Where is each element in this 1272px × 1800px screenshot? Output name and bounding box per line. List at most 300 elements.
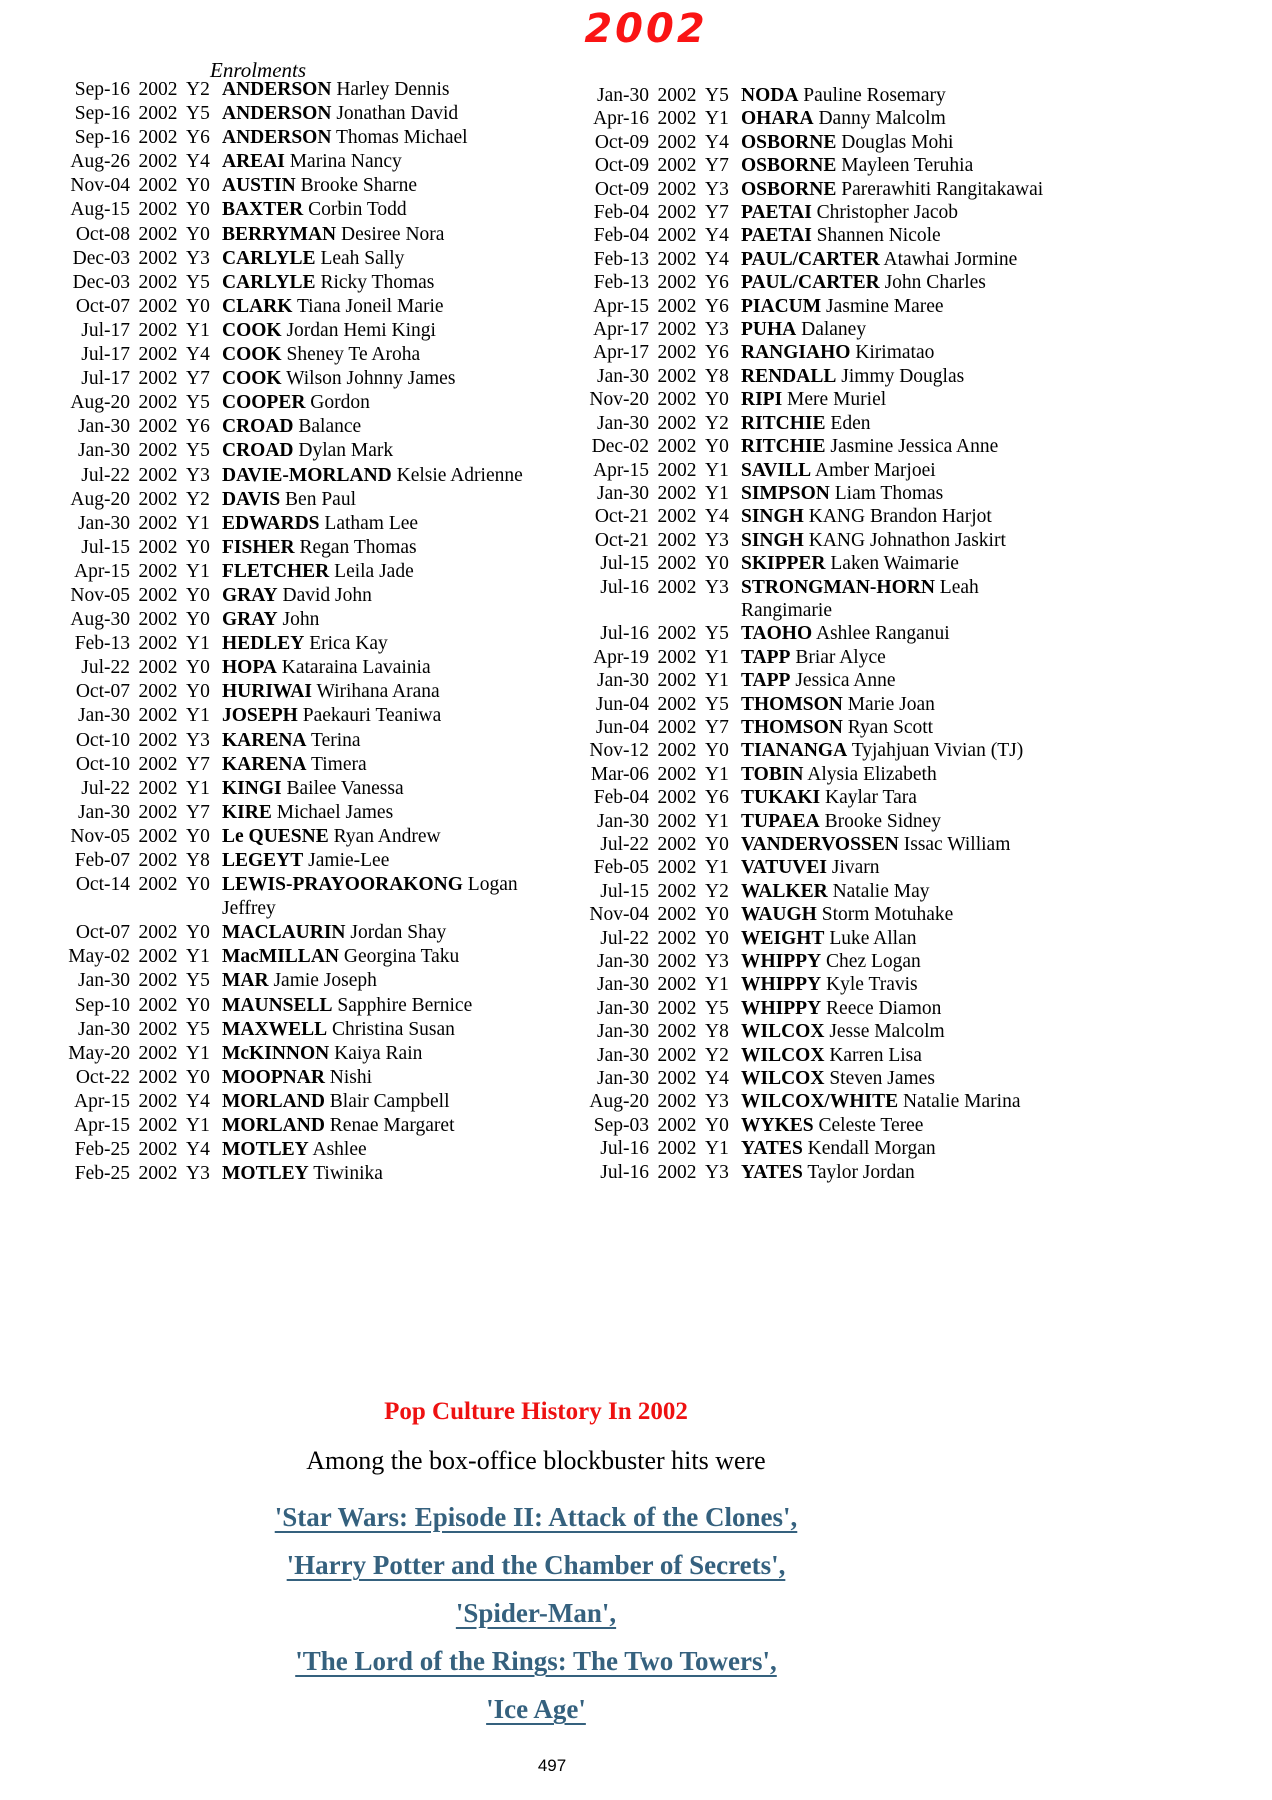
enrolment-year-level: Y4 xyxy=(186,151,210,173)
enrolment-year: 2002 xyxy=(657,295,697,317)
enrolment-row xyxy=(575,1161,1043,1184)
enrolment-row xyxy=(575,459,1043,482)
enrolment-name: YATES Taylor Jordan xyxy=(741,1161,915,1183)
enrolment-year: 2002 xyxy=(657,787,697,809)
enrolment-year: 2002 xyxy=(657,1044,697,1066)
enrolment-date: Jan-30 xyxy=(78,440,130,462)
enrolment-year-level: Y8 xyxy=(186,850,210,871)
enrolment-surname: DAVIE-MORLAND xyxy=(222,464,392,486)
enrolment-year: 2002 xyxy=(138,994,178,1016)
enrolment-year-level: Y0 xyxy=(186,223,210,245)
enrolment-row xyxy=(575,388,1043,411)
enrolment-year: 2002 xyxy=(657,857,697,879)
enrolment-year: 2002 xyxy=(138,1066,178,1088)
enrolment-surname: SAVILL xyxy=(741,459,812,481)
enrolment-row xyxy=(575,810,1043,833)
enrolment-surname: WILCOX xyxy=(741,1021,825,1043)
enrolment-date: Jul-22 xyxy=(81,777,130,799)
enrolment-date: Jan-30 xyxy=(597,412,649,434)
enrolment-surname: HEDLEY xyxy=(222,633,305,655)
enrolment-date: Feb-25 xyxy=(74,1139,130,1161)
enrolment-row xyxy=(575,927,1043,950)
enrolment-date: Oct-07 xyxy=(75,681,130,703)
enrolment-surname: CARLYLE xyxy=(222,271,316,293)
enrolment-year-level: Y6 xyxy=(186,416,210,438)
enrolment-surname: COOK xyxy=(222,344,282,366)
enrolment-year: 2002 xyxy=(657,1068,697,1090)
enrolment-name: JOSEPH Paekauri Teaniwa xyxy=(222,705,442,727)
enrolment-year: 2002 xyxy=(138,175,178,197)
enrolment-row-continuation xyxy=(56,897,523,921)
enrolment-row xyxy=(575,271,1043,294)
enrolment-date: Jun-04 xyxy=(595,693,649,715)
enrolment-date: Nov-12 xyxy=(589,740,649,762)
enrolment-date: Jul-15 xyxy=(600,553,649,575)
enrolment-surname: THOMSON xyxy=(741,693,843,715)
enrolment-surname: TAOHO xyxy=(741,623,813,645)
enrolment-year: 2002 xyxy=(138,464,178,486)
enrolment-date: Apr-17 xyxy=(593,319,649,341)
enrolment-row xyxy=(575,107,1043,130)
enrolment-date: Aug-20 xyxy=(70,392,130,414)
enrolment-row xyxy=(56,969,523,993)
enrolment-row xyxy=(56,753,523,777)
enrolment-surname: OSBORNE xyxy=(741,131,837,153)
enrolment-year-level: Y4 xyxy=(705,131,729,153)
enrolment-name: MOTLEY Ashlee xyxy=(222,1139,367,1161)
enrolment-year-level: Y5 xyxy=(186,271,210,293)
enrolment-year-level: Y2 xyxy=(705,412,729,434)
enrolment-year: 2002 xyxy=(138,633,178,655)
enrolment-date: Mar-06 xyxy=(590,763,649,785)
enrolments-heading: Enrolments xyxy=(210,58,307,82)
enrolment-year-level: Y6 xyxy=(705,295,729,317)
enrolment-name: FISHER Regan Thomas xyxy=(222,536,417,558)
enrolment-surname: GRAY xyxy=(222,584,278,606)
enrolment-year: 2002 xyxy=(657,506,697,528)
enrolment-date: Dec-02 xyxy=(591,436,649,458)
enrolment-date: Jan-30 xyxy=(597,1044,649,1066)
enrolment-year: 2002 xyxy=(138,705,178,727)
enrolment-row xyxy=(575,201,1043,224)
enrolment-year: 2002 xyxy=(657,85,697,106)
enrolment-row xyxy=(56,704,523,728)
enrolment-name: MAUNSELL Sapphire Bernice xyxy=(222,994,473,1016)
enrolment-date: May-20 xyxy=(68,1042,130,1064)
enrolment-year: 2002 xyxy=(138,199,178,221)
enrolment-row xyxy=(575,669,1043,692)
enrolment-name: RIPI Mere Muriel xyxy=(741,389,887,411)
enrolment-date: Oct-08 xyxy=(75,223,130,245)
enrolment-row xyxy=(575,529,1043,552)
enrolment-name: OSBORNE Mayleen Teruhia xyxy=(741,155,974,177)
enrolment-date: Aug-20 xyxy=(589,1091,649,1113)
enrolment-row xyxy=(56,512,523,536)
enrolment-year: 2002 xyxy=(138,1115,178,1137)
enrolment-row xyxy=(56,78,523,102)
enrolment-name: WILCOX Karren Lisa xyxy=(741,1044,922,1066)
enrolment-row xyxy=(575,365,1043,388)
enrolment-row xyxy=(56,271,523,295)
enrolment-row xyxy=(575,833,1043,856)
enrolment-year-level: Y5 xyxy=(705,623,729,645)
enrolment-surname: EDWARDS xyxy=(222,512,320,534)
enrolment-row xyxy=(56,1018,523,1042)
enrolment-row xyxy=(56,415,523,439)
enrolment-row-continuation xyxy=(575,599,1043,622)
page-title: 2002 xyxy=(584,6,708,52)
enrolment-surname: TUKAKI xyxy=(741,787,821,809)
enrolment-year-level: Y3 xyxy=(186,729,210,751)
enrolment-year-level: Y1 xyxy=(705,974,729,996)
enrolment-date: Nov-05 xyxy=(70,584,130,606)
enrolment-surname: PAUL/CARTER xyxy=(741,248,880,270)
enrolment-year-level: Y5 xyxy=(705,85,729,106)
enrolment-row xyxy=(575,973,1043,996)
enrolment-name: VANDERVOSSEN Issac William xyxy=(741,834,1011,855)
enrolment-year: 2002 xyxy=(138,512,178,534)
enrolment-surname: PAETAI xyxy=(741,202,812,224)
enrolment-name: KINGI Bailee Vanessa xyxy=(222,777,404,799)
enrolment-date: Jan-30 xyxy=(78,801,130,823)
enrolment-row xyxy=(56,391,523,415)
enrolment-year: 2002 xyxy=(138,247,178,269)
enrolment-year: 2002 xyxy=(138,103,178,125)
enrolment-name: RENDALL Jimmy Douglas xyxy=(741,365,965,387)
enrolment-surname: ANDERSON xyxy=(222,127,332,149)
enrolment-date: Apr-15 xyxy=(74,1115,130,1137)
movie-link[interactable]: 'Ice Age' xyxy=(486,1694,586,1724)
enrolment-surname: KARENA xyxy=(222,729,307,751)
enrolment-year-level: Y0 xyxy=(705,904,729,926)
enrolment-year-level: Y0 xyxy=(705,834,729,855)
enrolment-year: 2002 xyxy=(138,801,178,823)
enrolment-year-level: Y5 xyxy=(186,1018,210,1040)
enrolment-year-level: Y0 xyxy=(186,681,210,703)
enrolment-year: 2002 xyxy=(138,753,178,775)
enrolment-name: NODA Pauline Rosemary xyxy=(741,85,946,106)
enrolment-surname: WILCOX xyxy=(741,1044,825,1066)
enrolment-row xyxy=(56,680,523,704)
enrolment-date: Oct-10 xyxy=(75,753,130,775)
enrolment-name: PUHA Dalaney xyxy=(741,319,867,341)
movie-link[interactable]: 'Spider-Man', xyxy=(455,1598,617,1628)
movie-link[interactable]: 'Harry Potter and the Chamber of Secrets', xyxy=(286,1550,786,1580)
enrolment-surname: MAUNSELL xyxy=(222,994,333,1016)
enrolment-year: 2002 xyxy=(657,1021,697,1043)
enrolment-name: TAPP Briar Alyce xyxy=(741,646,886,668)
enrolment-surname: PAETAI xyxy=(741,225,812,247)
enrolment-date: Apr-15 xyxy=(593,459,649,481)
enrolment-surname: HURIWAI xyxy=(222,681,312,703)
enrolment-year: 2002 xyxy=(138,609,178,631)
enrolment-year-level: Y5 xyxy=(186,440,210,462)
enrolment-year: 2002 xyxy=(657,225,697,247)
enrolment-name: KARENA Terina xyxy=(222,729,361,751)
enrolment-year-level: Y2 xyxy=(186,79,210,100)
enrolment-surname: STRONGMAN-HORN xyxy=(741,576,935,598)
enrolment-surname: WYKES xyxy=(741,1114,814,1136)
enrolment-year-level: Y4 xyxy=(186,344,210,366)
enrolment-row xyxy=(56,584,523,608)
enrolment-date: May-02 xyxy=(68,946,130,968)
enrolment-name: HEDLEY Erica Kay xyxy=(222,633,388,655)
enrolment-year: 2002 xyxy=(657,834,697,855)
enrolment-row xyxy=(575,341,1043,364)
enrolment-row xyxy=(56,632,523,656)
enrolment-row xyxy=(575,482,1043,505)
enrolment-year-level: Y7 xyxy=(705,202,729,224)
enrolment-name: STRONGMAN-HORN Leah xyxy=(741,576,979,598)
enrolment-year-level: Y1 xyxy=(705,108,729,130)
enrolment-surname: ANDERSON xyxy=(222,103,332,125)
enrolment-surname: BERRYMAN xyxy=(222,223,337,245)
enrolment-year-level: Y1 xyxy=(705,459,729,481)
enrolment-name: COOK Jordan Hemi Kingi xyxy=(222,319,436,341)
enrolment-surname: WHIPPY xyxy=(741,997,822,1019)
enrolment-row xyxy=(575,154,1043,177)
enrolment-year-level: Y2 xyxy=(705,1044,729,1066)
enrolment-row xyxy=(575,903,1043,926)
enrolment-name: KIRE Michael James xyxy=(222,801,394,823)
enrolment-year: 2002 xyxy=(657,974,697,996)
enrolment-year: 2002 xyxy=(657,646,697,668)
enrolment-row xyxy=(56,1114,523,1138)
enrolment-name: SAVILL Amber Marjoei xyxy=(741,459,936,481)
enrolment-name: OHARA Danny Malcolm xyxy=(741,108,946,130)
enrolment-year: 2002 xyxy=(657,997,697,1019)
enrolment-surname: CLARK xyxy=(222,295,293,317)
enrolment-surname: RITCHIE xyxy=(741,412,826,434)
enrolment-year-level: Y0 xyxy=(186,994,210,1016)
enrolment-date: Aug-15 xyxy=(70,199,130,221)
enrolment-date: Feb-13 xyxy=(593,248,649,270)
enrolment-name: BAXTER Corbin Todd xyxy=(222,199,407,221)
enrolment-surname: JOSEPH xyxy=(222,705,298,727)
enrolment-name: WHIPPY Reece Diamon xyxy=(741,997,942,1019)
enrolment-name: DAVIS Ben Paul xyxy=(222,488,357,510)
enrolment-name: WILCOX Jesse Malcolm xyxy=(741,1021,945,1043)
enrolment-name: WHIPPY Chez Logan xyxy=(741,951,921,973)
enrolment-year-level: Y4 xyxy=(186,1090,210,1112)
enrolment-year-level: Y3 xyxy=(186,1163,210,1185)
enrolment-row xyxy=(56,126,523,150)
enrolment-row xyxy=(56,488,523,512)
enrolment-surname: MacMILLAN xyxy=(222,946,339,968)
enrolment-row xyxy=(56,849,523,873)
enrolment-date: Jul-17 xyxy=(81,368,130,390)
enrolment-surname: TAPP xyxy=(741,646,791,668)
enrolment-date: Jan-30 xyxy=(597,85,649,106)
enrolment-surname: SINGH xyxy=(741,506,804,528)
enrolment-row xyxy=(56,150,523,174)
enrolment-row xyxy=(56,729,523,753)
enrolment-name: WYKES Celeste Teree xyxy=(741,1114,924,1136)
enrolment-year-level: Y3 xyxy=(705,1161,729,1183)
enrolment-row xyxy=(575,295,1043,318)
enrolment-surname: KARENA xyxy=(222,753,307,775)
enrolment-year-level: Y7 xyxy=(186,753,210,775)
enrolment-row xyxy=(575,997,1043,1020)
enrolment-year-level: Y1 xyxy=(186,1042,210,1064)
enrolment-name: ANDERSON Jonathan David xyxy=(222,103,459,125)
enrolment-row xyxy=(56,921,523,945)
enrolment-year-level: Y5 xyxy=(705,693,729,715)
enrolment-surname: MOTLEY xyxy=(222,1139,309,1161)
enrolment-year: 2002 xyxy=(657,670,697,692)
enrolment-date: Oct-09 xyxy=(594,178,649,200)
enrolment-year-level: Y0 xyxy=(186,584,210,606)
enrolment-date: Jun-04 xyxy=(595,716,649,738)
movie-link[interactable]: 'The Lord of the Rings: The Two Towers', xyxy=(295,1646,777,1676)
enrolment-surname: RITCHIE xyxy=(741,436,826,458)
enrolment-year: 2002 xyxy=(657,482,697,504)
enrolment-row xyxy=(575,505,1043,528)
enrolment-date: Sep-16 xyxy=(74,127,130,149)
enrolment-year-level: Y1 xyxy=(186,1115,210,1137)
enrolment-name: COOPER Gordon xyxy=(222,392,370,414)
enrolment-name: KARENA Timera xyxy=(222,753,367,775)
enrolment-row xyxy=(56,223,523,247)
enrolment-year-level: Y0 xyxy=(705,553,729,575)
enrolment-surname: VATUVEI xyxy=(741,857,827,879)
enrolment-name: TOBIN Alysia Elizabeth xyxy=(741,763,937,785)
enrolment-year-level: Y0 xyxy=(186,609,210,631)
enrolment-year-level: Y4 xyxy=(705,1068,729,1090)
enrolment-year-level: Y4 xyxy=(186,1139,210,1161)
enrolment-date: Nov-04 xyxy=(589,904,649,926)
enrolment-year-level: Y6 xyxy=(705,342,729,364)
enrolment-date: Feb-04 xyxy=(593,787,649,809)
enrolment-date: Feb-07 xyxy=(74,850,130,871)
enrolment-row xyxy=(56,464,523,488)
enrolment-date: Jan-30 xyxy=(597,1021,649,1043)
enrolment-name: RITCHIE Jasmine Jessica Anne xyxy=(741,436,999,458)
enrolment-surname: CROAD xyxy=(222,416,294,438)
enrolment-year-level: Y0 xyxy=(186,1066,210,1088)
enrolment-year-level: Y0 xyxy=(186,199,210,221)
enrolment-surname: MOOPNAR xyxy=(222,1066,325,1088)
enrolment-surname: MORLAND xyxy=(222,1115,325,1137)
enrolment-year-level: Y1 xyxy=(705,646,729,668)
enrolment-date: Jan-30 xyxy=(78,416,130,438)
enrolment-year-level: Y0 xyxy=(186,874,210,896)
enrolment-year: 2002 xyxy=(138,344,178,366)
enrolment-surname: KINGI xyxy=(222,777,282,799)
enrolment-name: SINGH KANG Johnathon Jaskirt xyxy=(741,529,1006,551)
enrolment-date: Feb-25 xyxy=(74,1163,130,1185)
enrolment-name: MOTLEY Tiwinika xyxy=(222,1163,383,1185)
enrolment-surname: MAXWELL xyxy=(222,1018,328,1040)
enrolment-surname: WALKER xyxy=(741,880,828,902)
enrolment-row xyxy=(575,224,1043,247)
enrolment-surname: OSBORNE xyxy=(741,155,837,177)
page-number: 497 xyxy=(537,1756,567,1775)
enrolment-year-level: Y0 xyxy=(705,436,729,458)
enrolment-row xyxy=(56,198,523,222)
enrolment-year-level: Y0 xyxy=(186,657,210,679)
enrolment-surname: WILCOX/WHITE xyxy=(741,1091,899,1113)
enrolment-date: Apr-17 xyxy=(593,342,649,364)
enrolment-row xyxy=(56,656,523,680)
enrolment-year-level: Y1 xyxy=(705,1138,729,1160)
enrolment-row xyxy=(56,1042,523,1066)
enrolment-year: 2002 xyxy=(138,295,178,317)
enrolment-name: RANGIAHO Kirimatao xyxy=(741,342,935,364)
enrolment-date: Sep-16 xyxy=(74,79,130,100)
enrolment-year-level: Y0 xyxy=(186,295,210,317)
enrolment-row xyxy=(56,1066,523,1090)
enrolment-surname: YATES xyxy=(741,1138,803,1160)
enrolment-date: Sep-03 xyxy=(593,1114,649,1136)
enrolment-name: EDWARDS Latham Lee xyxy=(222,512,419,534)
enrolment-date: Apr-15 xyxy=(74,560,130,582)
enrolment-date: Feb-05 xyxy=(593,857,649,879)
enrolment-surname: PIACUM xyxy=(741,295,822,317)
enrolment-year: 2002 xyxy=(138,922,178,944)
enrolment-surname: RIPI xyxy=(741,389,783,411)
enrolment-date: Jul-16 xyxy=(600,576,649,598)
enrolment-name: WALKER Natalie May xyxy=(741,880,930,902)
enrolment-year: 2002 xyxy=(138,392,178,414)
enrolment-surname: SINGH xyxy=(741,529,804,551)
enrolment-surname: WEIGHT xyxy=(741,927,825,949)
enrolment-year-level: Y1 xyxy=(705,763,729,785)
enrolment-year: 2002 xyxy=(657,202,697,224)
enrolment-date: Apr-15 xyxy=(74,1090,130,1112)
enrolment-date: Oct-21 xyxy=(594,506,649,528)
enrolment-surname: COOK xyxy=(222,368,282,390)
enrolment-date: Oct-07 xyxy=(75,295,130,317)
enrolment-surname: THOMSON xyxy=(741,716,843,738)
enrolment-surname: NODA xyxy=(741,85,799,106)
enrolment-name: TUKAKI Kaylar Tara xyxy=(741,787,917,809)
enrolment-year-level: Y1 xyxy=(186,512,210,534)
enrolment-row xyxy=(575,856,1043,879)
enrolment-year: 2002 xyxy=(657,459,697,481)
enrolment-year-level: Y1 xyxy=(705,670,729,692)
enrolment-date: Apr-16 xyxy=(593,108,649,130)
enrolment-name: AREAI Marina Nancy xyxy=(222,151,402,173)
enrolment-year-level: Y0 xyxy=(186,175,210,197)
enrolment-surname: McKINNON xyxy=(222,1042,330,1064)
enrolment-name: GRAY John xyxy=(222,609,320,631)
movie-link[interactable]: 'Star Wars: Episode II: Attack of the Clones', xyxy=(274,1502,798,1532)
enrolment-name: MacMILLAN Georgina Taku xyxy=(222,946,460,968)
enrolment-year-level: Y3 xyxy=(186,247,210,269)
enrolment-surname: MACLAURIN xyxy=(222,922,346,944)
enrolment-year-level: Y7 xyxy=(186,801,210,823)
enrolment-name: HOPA Kataraina Lavainia xyxy=(222,657,431,679)
enrolment-year-level: Y7 xyxy=(705,716,729,738)
enrolment-surname: WHIPPY xyxy=(741,974,822,996)
enrolment-surname: FLETCHER xyxy=(222,560,330,582)
enrolment-year: 2002 xyxy=(657,412,697,434)
enrolment-name: COOK Sheney Te Aroha xyxy=(222,344,421,366)
enrolment-row xyxy=(575,693,1043,716)
enrolment-row xyxy=(575,248,1043,271)
enrolment-date: Feb-04 xyxy=(593,202,649,224)
enrolment-surname: MAR xyxy=(222,970,269,992)
enrolment-date: Jul-16 xyxy=(600,1138,649,1160)
enrolment-year-level: Y0 xyxy=(705,1114,729,1136)
enrolment-year: 2002 xyxy=(138,319,178,341)
enrolment-year: 2002 xyxy=(657,693,697,715)
enrolment-year: 2002 xyxy=(138,271,178,293)
enrolment-year: 2002 xyxy=(657,319,697,341)
enrolment-surname: COOPER xyxy=(222,392,306,414)
enrolment-date: Jul-17 xyxy=(81,344,130,366)
